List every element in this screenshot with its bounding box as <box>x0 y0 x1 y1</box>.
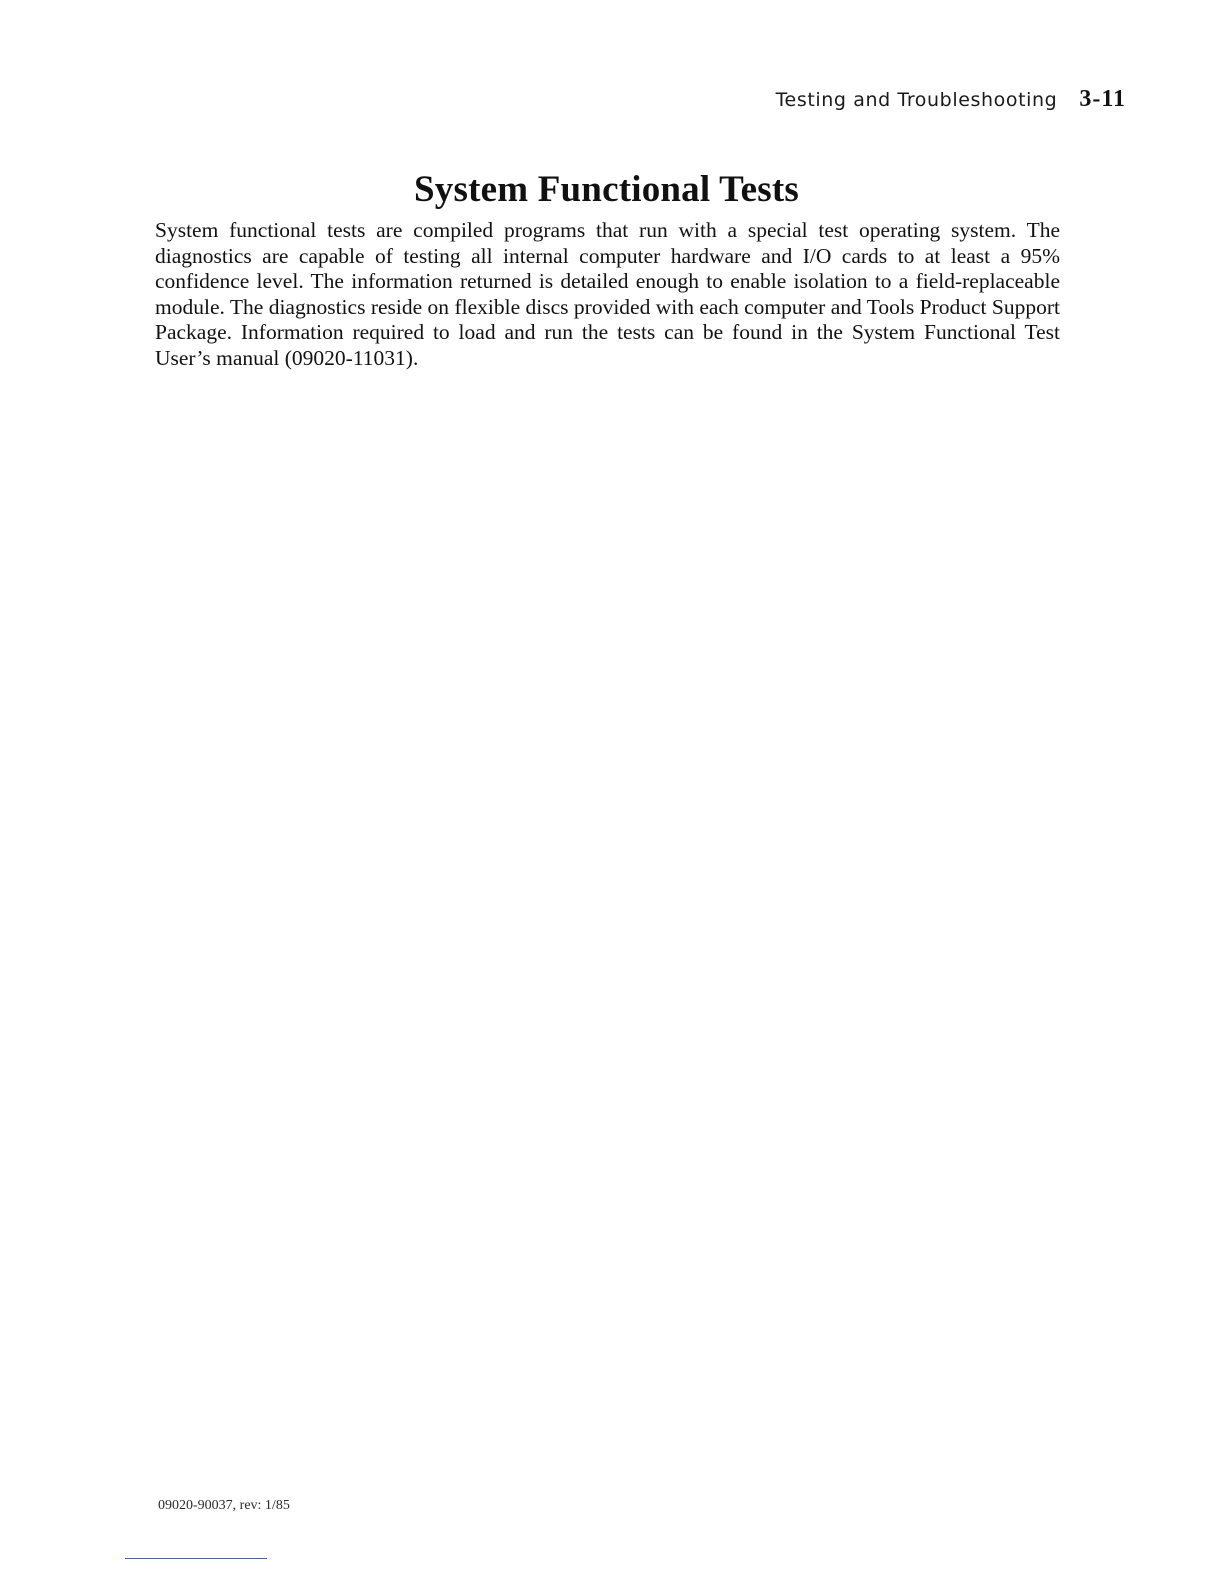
running-title: Testing and Troubleshooting <box>775 89 1058 111</box>
running-header <box>776 86 1126 113</box>
section-title: System Functional Tests <box>414 169 799 210</box>
body-paragraph: System functional tests are compiled programs that run with a special test operating system. The diagnostics are capable of testing all internal computer hardware and I/O cards to at least a 95% confidence level. The information returned is detailed enough to enable isolation to a field-replaceable module. The diagnostics reside on flexible discs provided with each computer and Tools Product Support Package. Information required to load and run the tests can be found in the System Functional Test User’s manual (09020-11031). <box>155 218 1060 370</box>
footer-rule <box>125 1558 267 1559</box>
document-number: 09020-90037, rev: 1/85 <box>158 1498 290 1513</box>
page-number: 3-11 <box>1079 86 1126 112</box>
